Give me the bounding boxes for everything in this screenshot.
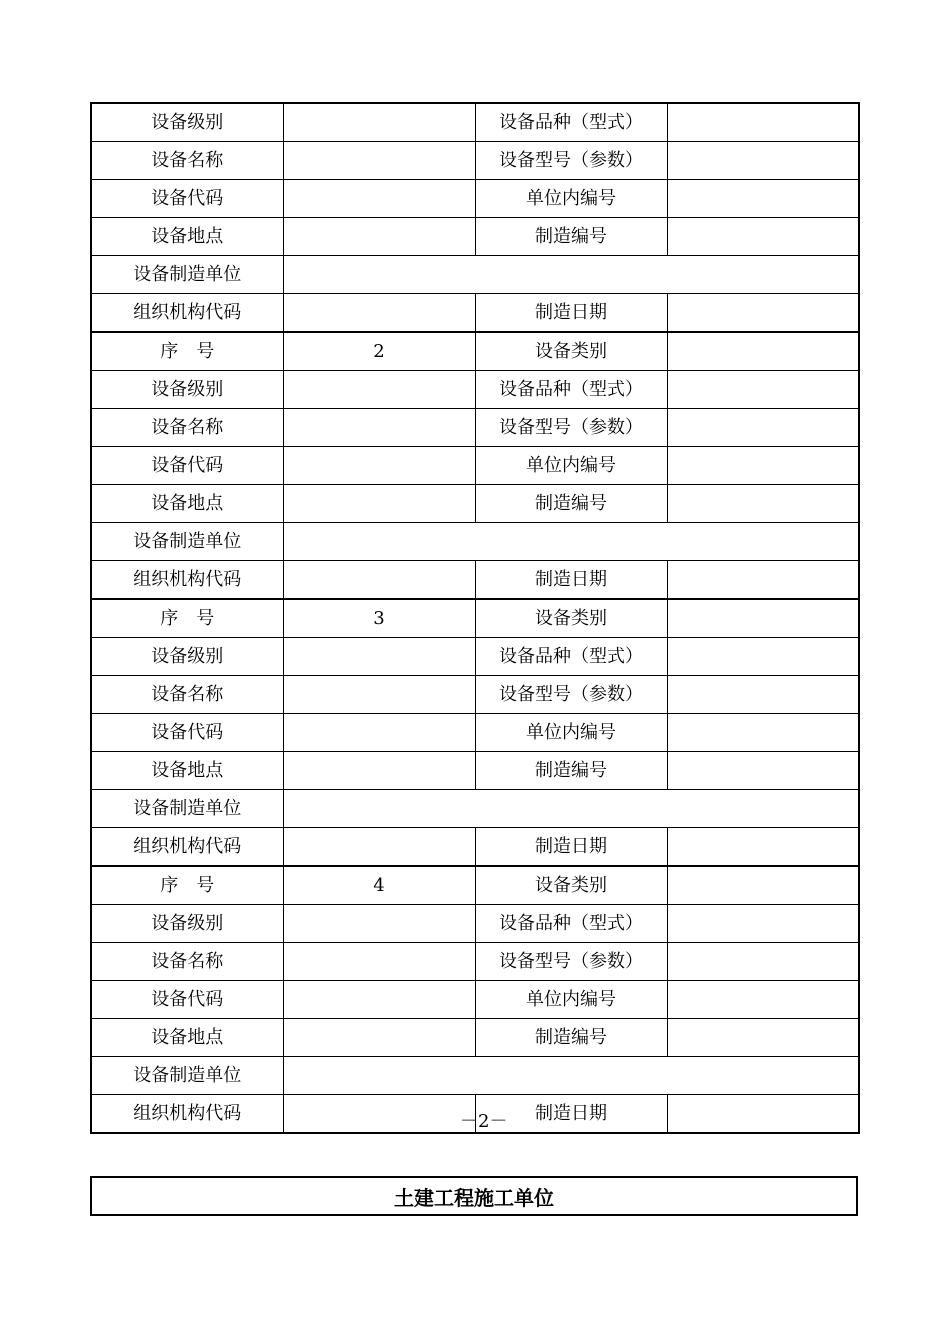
value-manufacturer[interactable] xyxy=(283,790,859,828)
label-manufacturer: 设备制造单位 xyxy=(91,256,283,294)
table-row xyxy=(91,103,859,142)
value-category[interactable] xyxy=(667,866,859,905)
value-seq: 3 xyxy=(283,599,475,638)
value-location[interactable] xyxy=(283,752,475,790)
label-seq: 序 号 xyxy=(91,866,283,905)
table-row xyxy=(91,523,859,561)
value-manufacturer[interactable] xyxy=(283,1057,859,1095)
label-org-code: 组织机构代码 xyxy=(91,1095,283,1134)
value-unit-no[interactable] xyxy=(667,180,859,218)
label-code: 设备代码 xyxy=(91,180,283,218)
label-variety: 设备品种（型式） xyxy=(475,103,667,142)
label-variety: 设备品种（型式） xyxy=(475,638,667,676)
label-category: 设备类别 xyxy=(475,332,667,371)
label-manufacturer: 设备制造单位 xyxy=(91,523,283,561)
label-category: 设备类别 xyxy=(475,866,667,905)
label-mfg-date: 制造日期 xyxy=(475,561,667,600)
label-code: 设备代码 xyxy=(91,447,283,485)
label-variety: 设备品种（型式） xyxy=(475,371,667,409)
value-code[interactable] xyxy=(283,714,475,752)
value-mfg-date[interactable] xyxy=(667,294,859,333)
value-code[interactable] xyxy=(283,447,475,485)
table-row xyxy=(91,218,859,256)
value-mfg-no[interactable] xyxy=(667,218,859,256)
value-org-code[interactable] xyxy=(283,828,475,867)
value-name[interactable] xyxy=(283,409,475,447)
label-manufacturer: 设备制造单位 xyxy=(91,790,283,828)
table-row xyxy=(91,256,859,294)
value-variety[interactable] xyxy=(667,638,859,676)
label-mfg-date: 制造日期 xyxy=(475,294,667,333)
label-unit-no: 单位内编号 xyxy=(475,981,667,1019)
label-level: 设备级别 xyxy=(91,371,283,409)
label-unit-no: 单位内编号 xyxy=(475,180,667,218)
label-manufacturer: 设备制造单位 xyxy=(91,1057,283,1095)
value-name[interactable] xyxy=(283,943,475,981)
label-mfg-no: 制造编号 xyxy=(475,218,667,256)
value-unit-no[interactable] xyxy=(667,981,859,1019)
section-title-text: 土建工程施工单位 xyxy=(394,1185,554,1210)
label-org-code: 组织机构代码 xyxy=(91,561,283,600)
value-variety[interactable] xyxy=(667,103,859,142)
label-seq: 序 号 xyxy=(91,332,283,371)
table-row xyxy=(91,981,859,1019)
value-org-code[interactable] xyxy=(283,294,475,333)
value-model[interactable] xyxy=(667,943,859,981)
label-code: 设备代码 xyxy=(91,714,283,752)
label-model: 设备型号（参数） xyxy=(475,676,667,714)
label-location: 设备地点 xyxy=(91,1019,283,1057)
value-name[interactable] xyxy=(283,676,475,714)
label-mfg-no: 制造编号 xyxy=(475,752,667,790)
value-org-code[interactable] xyxy=(283,561,475,600)
table-row xyxy=(91,828,859,867)
label-mfg-date: 制造日期 xyxy=(475,828,667,867)
value-seq: 4 xyxy=(283,866,475,905)
value-variety[interactable] xyxy=(667,905,859,943)
table-row xyxy=(91,866,859,905)
value-code[interactable] xyxy=(283,981,475,1019)
table-row xyxy=(91,1057,859,1095)
label-org-code: 组织机构代码 xyxy=(91,294,283,333)
table-row xyxy=(91,638,859,676)
label-location: 设备地点 xyxy=(91,752,283,790)
value-mfg-no[interactable] xyxy=(667,1019,859,1057)
value-name[interactable] xyxy=(283,142,475,180)
value-mfg-no[interactable] xyxy=(667,485,859,523)
table-row xyxy=(91,790,859,828)
equipment-table xyxy=(90,102,860,1134)
value-model[interactable] xyxy=(667,142,859,180)
label-code: 设备代码 xyxy=(91,981,283,1019)
value-org-code[interactable] xyxy=(283,1095,475,1134)
label-mfg-date: 制造日期 xyxy=(475,1095,667,1134)
label-location: 设备地点 xyxy=(91,485,283,523)
table-row xyxy=(91,409,859,447)
label-unit-no: 单位内编号 xyxy=(475,714,667,752)
value-manufacturer[interactable] xyxy=(283,256,859,294)
value-code[interactable] xyxy=(283,180,475,218)
value-mfg-no[interactable] xyxy=(667,752,859,790)
value-level[interactable] xyxy=(283,905,475,943)
value-mfg-date[interactable] xyxy=(667,1095,859,1134)
label-model: 设备型号（参数） xyxy=(475,409,667,447)
value-location[interactable] xyxy=(283,485,475,523)
value-level[interactable] xyxy=(283,371,475,409)
value-level[interactable] xyxy=(283,638,475,676)
value-model[interactable] xyxy=(667,409,859,447)
label-unit-no: 单位内编号 xyxy=(475,447,667,485)
value-mfg-date[interactable] xyxy=(667,561,859,600)
table-row xyxy=(91,1019,859,1057)
label-name: 设备名称 xyxy=(91,409,283,447)
value-mfg-date[interactable] xyxy=(667,828,859,867)
table-row xyxy=(91,714,859,752)
value-category[interactable] xyxy=(667,599,859,638)
table-row xyxy=(91,180,859,218)
value-level[interactable] xyxy=(283,103,475,142)
value-category[interactable] xyxy=(667,332,859,371)
value-unit-no[interactable] xyxy=(667,714,859,752)
label-mfg-no: 制造编号 xyxy=(475,485,667,523)
value-seq: 2 xyxy=(283,332,475,371)
table-row xyxy=(91,905,859,943)
label-location: 设备地点 xyxy=(91,218,283,256)
value-location[interactable] xyxy=(283,218,475,256)
label-model: 设备型号（参数） xyxy=(475,943,667,981)
label-level: 设备级别 xyxy=(91,103,283,142)
label-category: 设备类别 xyxy=(475,599,667,638)
label-name: 设备名称 xyxy=(91,142,283,180)
table-row xyxy=(91,294,859,333)
value-location[interactable] xyxy=(283,1019,475,1057)
value-manufacturer[interactable] xyxy=(283,523,859,561)
table-row xyxy=(91,752,859,790)
label-variety: 设备品种（型式） xyxy=(475,905,667,943)
label-level: 设备级别 xyxy=(91,638,283,676)
page-number: －2－ xyxy=(460,1111,508,1132)
table-row xyxy=(91,332,859,371)
value-model[interactable] xyxy=(667,676,859,714)
label-mfg-no: 制造编号 xyxy=(475,1019,667,1057)
table-row xyxy=(91,371,859,409)
label-name: 设备名称 xyxy=(91,676,283,714)
table-row xyxy=(91,142,859,180)
section-title xyxy=(90,1176,858,1216)
table-row xyxy=(91,943,859,981)
table-row xyxy=(91,561,859,600)
label-model: 设备型号（参数） xyxy=(475,142,667,180)
label-level: 设备级别 xyxy=(91,905,283,943)
value-unit-no[interactable] xyxy=(667,447,859,485)
label-name: 设备名称 xyxy=(91,943,283,981)
table-row xyxy=(91,447,859,485)
table-row xyxy=(91,599,859,638)
label-org-code: 组织机构代码 xyxy=(91,828,283,867)
value-variety[interactable] xyxy=(667,371,859,409)
table-row xyxy=(91,485,859,523)
table-row xyxy=(91,676,859,714)
label-seq: 序 号 xyxy=(91,599,283,638)
